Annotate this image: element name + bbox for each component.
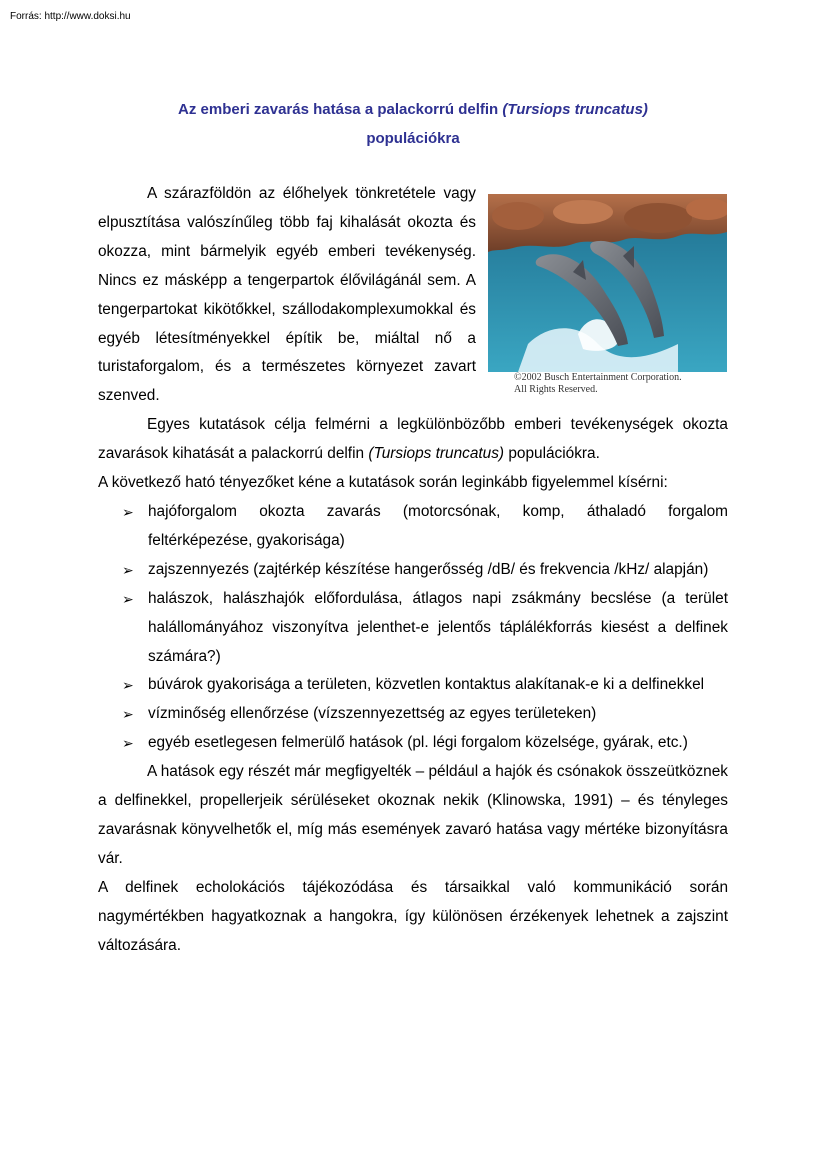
list-item [98,700,728,729]
photo-credit-line1: ©2002 Busch Entertainment Corporation. [514,372,682,383]
list-item-text: zajszennyezés (zajtérkép készítése hangerősség /dB/ és frekvencia /kHz/ alapján) [148,560,709,578]
source-label: Forrás: http://www.doksi.hu [10,11,131,22]
list-item [98,729,728,758]
arrow-bullet-icon: ➢ [122,677,134,694]
dolphin-photo-figure [488,194,728,402]
list-item-text: hajóforgalom okozta zavarás (motorcsónak, komp, áthaladó forgalom feltérképezése, gyakorisága) [148,502,728,549]
factor-list [98,498,728,758]
arrow-bullet-icon: ➢ [122,735,134,752]
paragraph-factors-intro: A következő ható tényezőket kéne a kutatások során leginkább figyelemmel kísérni: [98,474,668,492]
document-body [98,180,728,960]
list-item-text: vízminőség ellenőrzése (vízszennyezettség az egyes területeken) [148,705,597,723]
list-item [98,556,728,585]
paragraph-observations: A hatások egy részét már megfigyelték – például a hajók és csónakok összeütköznek a delfinekkel, propellerjeik sérüléseket okoznak nekik (Klinowska, 1991) – és tényleges zavarásnak könyvelhetők el, míg más események zavaró hatása vagy mértéke bizonyításra vár. [98,763,728,867]
list-item-text: búvárok gyakorisága a területen, közvetlen kontaktus alakítanak-e ki a delfinekkel [148,676,705,694]
title-text: Az emberi zavarás hatása a palackorrú delfin [178,101,503,118]
title-latin-name: (Tursiops truncatus) [502,101,648,118]
list-item-text: egyéb esetlegesen felmerülő hatások (pl. légi forgalom közelsége, gyárak, etc.) [148,734,688,752]
paragraph-research-text: Egyes kutatások célja felmérni a legkülönbözőbb emberi tevékenységek okozta zavarások kihatását a palackorrú delfin [98,416,728,463]
arrow-bullet-icon: ➢ [122,590,134,607]
arrow-bullet-icon: ➢ [122,503,134,520]
list-item-text: halászok, halászhajók előfordulása, átlagos napi zsákmány becslése (a terület halállományához viszonyítva jelenthet-e jelentős táplálékforrás kiesést a delfinek számára?) [148,589,728,665]
paragraph-intro: A szárazföldön az élőhelyek tönkretétele vagy elpusztítása valószínűleg több faj kihalását okozta és okozza, mint bármelyik egyéb emberi tevékenység. Nincs ez másképp a tengerpartok élővilágánál sem. A tengerpartokat kikötőkkel, szállodakomplexumokkal és egyéb létesítményekkel építik be, miáltal nő a turistaforgalom, és a természetes környezet zavart szenved. [98,185,476,405]
list-item [98,671,728,700]
photo-credit [488,372,728,396]
paragraph-research [98,411,728,469]
paragraph-echolocation: A delfinek echolokációs tájékozódása és társaikkal való kommunikáció során nagymértékben hagyatkoznak a hangokra, így különösen érzékenyek lehetnek a zajszint változására. [98,878,728,954]
list-item [98,498,728,556]
paragraph-research-end: populációkra. [504,445,600,463]
arrow-bullet-icon: ➢ [122,706,134,723]
photo-credit-line2: All Rights Reserved. [514,384,598,395]
list-item [98,585,728,672]
dolphin-photo [488,194,727,372]
arrow-bullet-icon: ➢ [122,561,134,578]
latin-name: (Tursiops truncatus) [368,445,505,463]
document-title [98,95,728,153]
title-text-line2: populációkra [366,130,460,147]
